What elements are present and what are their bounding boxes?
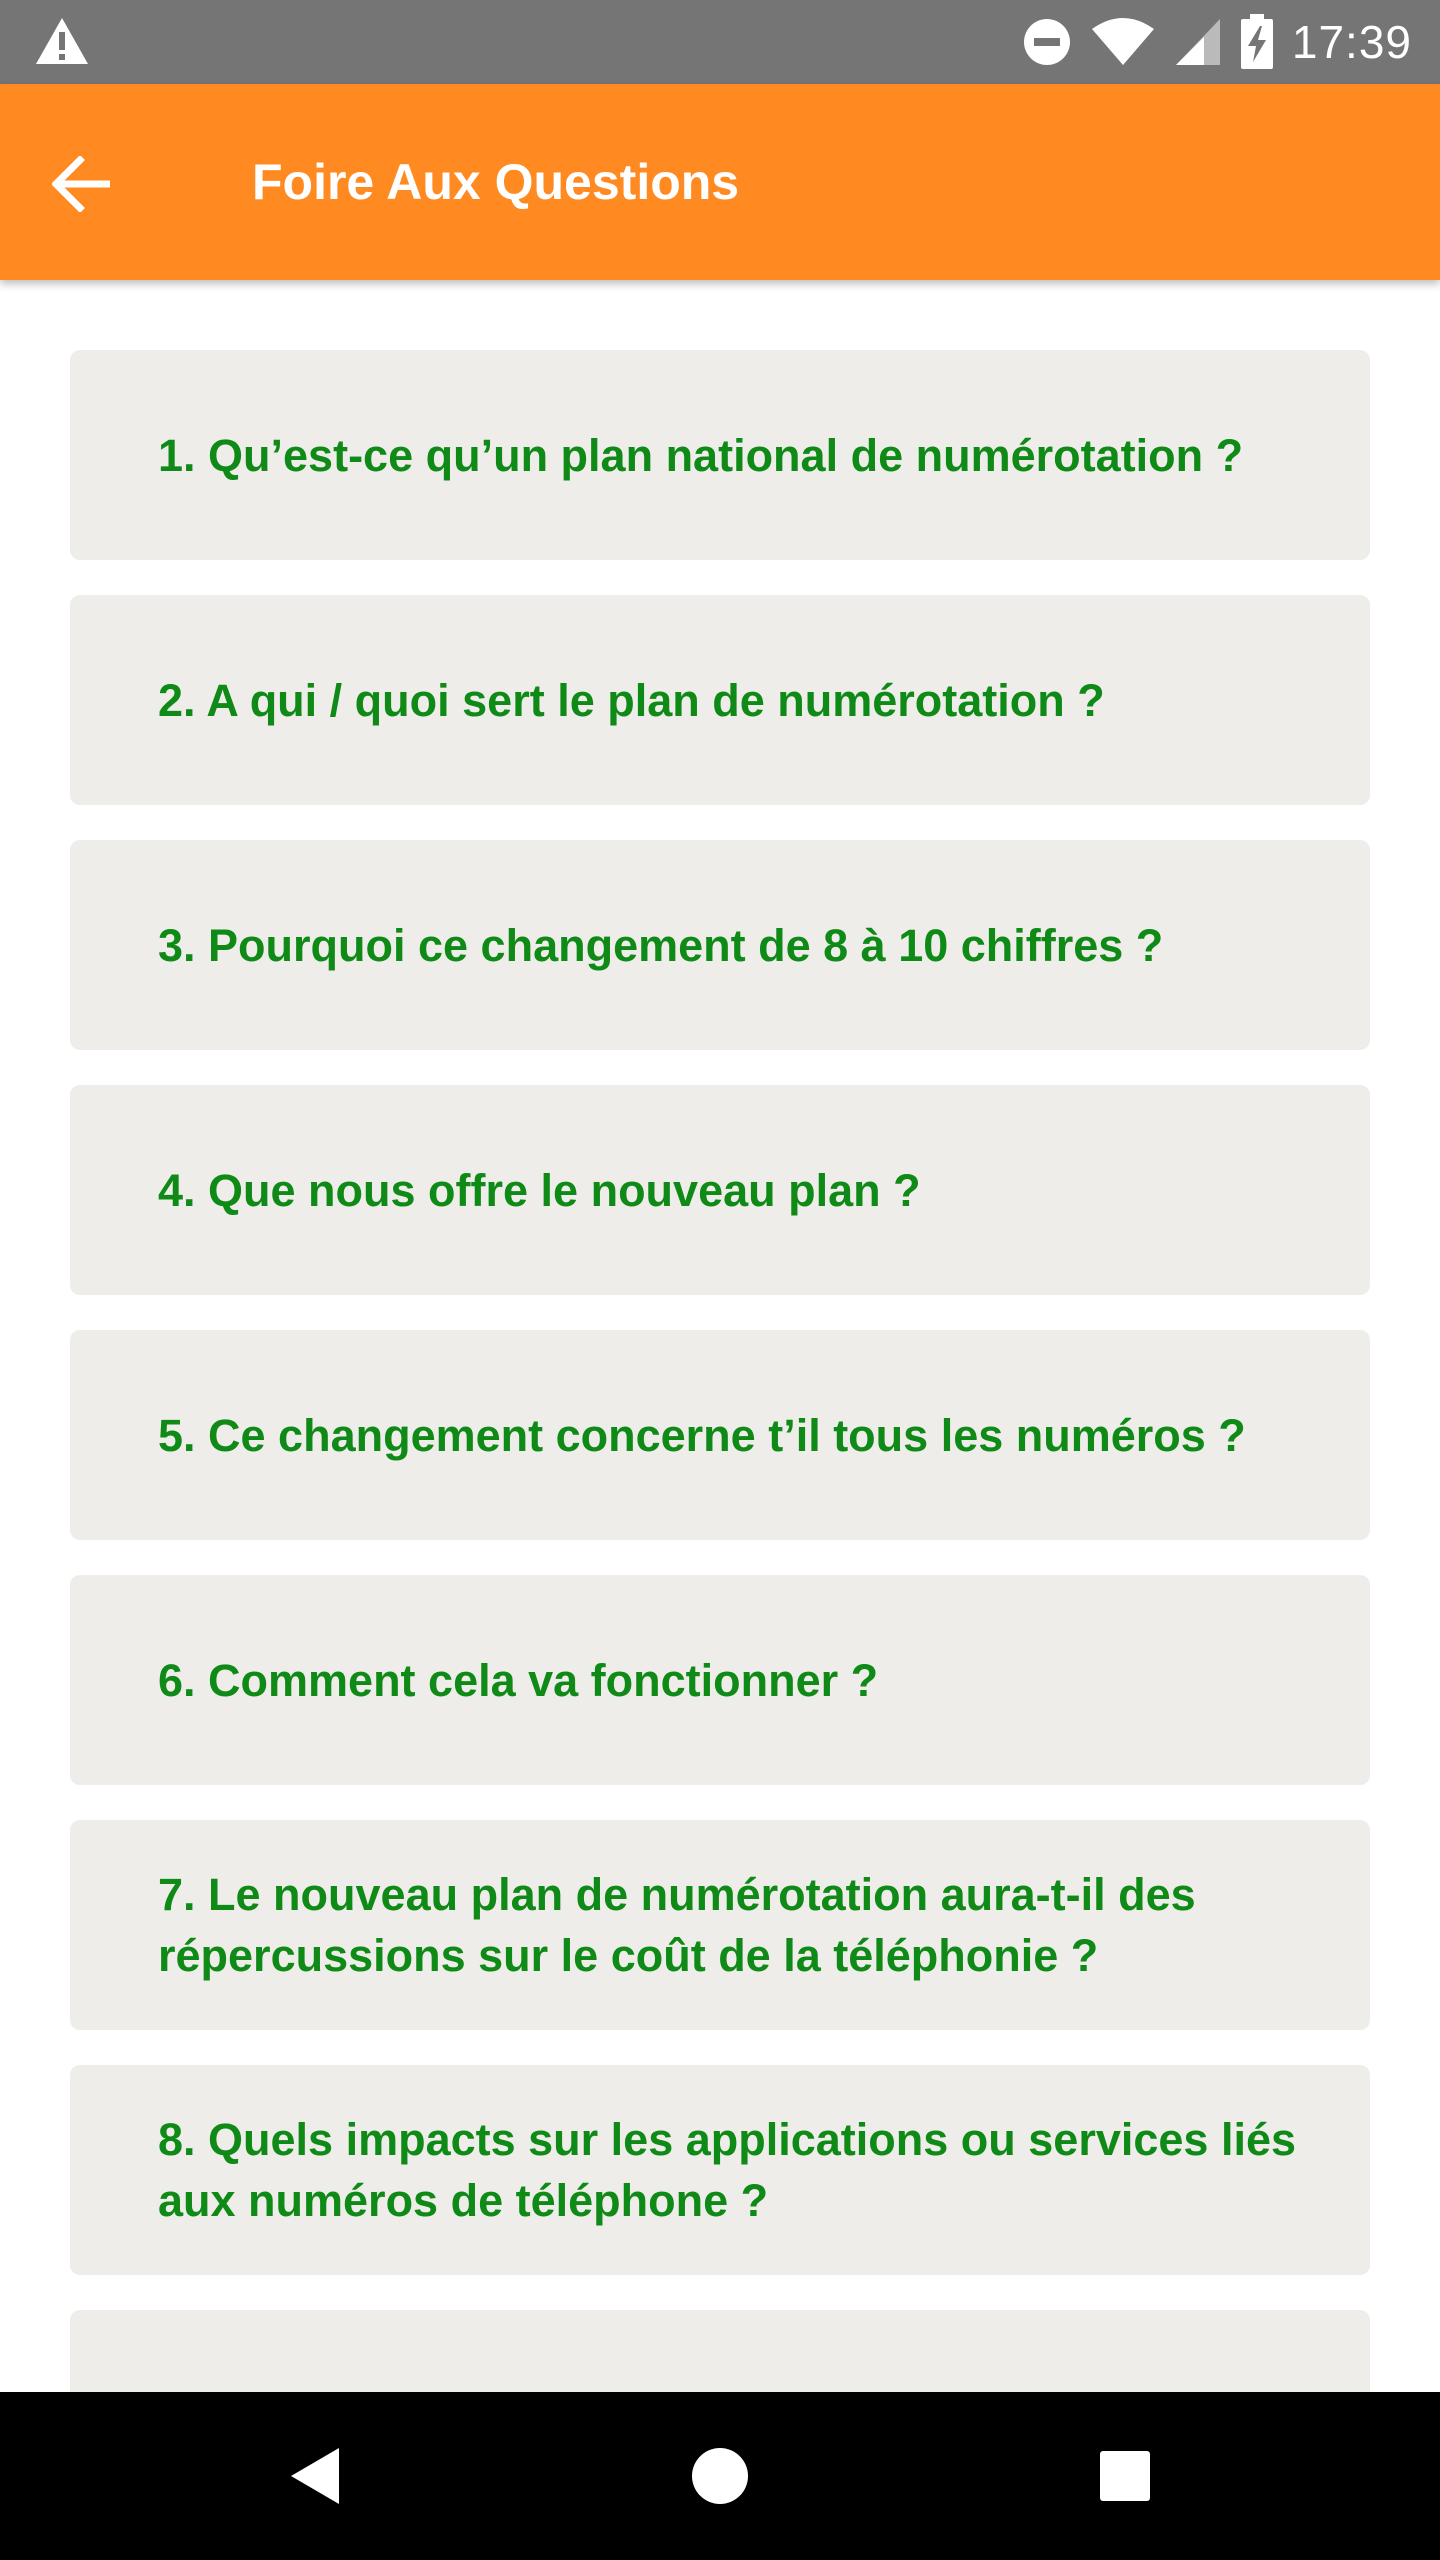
faq-question-8: 8. Quels impacts sur les applications ou services liés aux numéros de téléphone ? xyxy=(158,2114,1297,2226)
faq-item-2[interactable] xyxy=(70,595,1370,805)
back-button[interactable] xyxy=(40,142,124,226)
faq-item-8[interactable] xyxy=(70,2065,1370,2275)
faq-question-7: 7. Le nouveau plan de numérotation aura-t-il des répercussions sur le coût de la téléphonie ? xyxy=(158,1869,1196,1981)
battery-charging-icon xyxy=(1240,14,1274,70)
faq-list[interactable] xyxy=(70,350,1370,2392)
arrow-back-icon xyxy=(52,156,112,212)
page-title: Foire Aux Questions xyxy=(252,154,740,210)
faq-question-3: 3. Pourquoi ce changement de 8 à 10 chiffres ? xyxy=(158,919,1164,971)
faq-item-7[interactable] xyxy=(70,1820,1370,2030)
nav-home-button[interactable] xyxy=(670,2426,770,2526)
nav-back-button[interactable] xyxy=(265,2426,365,2526)
faq-question-4: 4. Que nous offre le nouveau plan ? xyxy=(158,1164,921,1216)
faq-item-1[interactable] xyxy=(70,350,1370,560)
nav-home-icon xyxy=(690,2446,750,2506)
faq-item-6[interactable] xyxy=(70,1575,1370,1785)
faq-question-6: 6. Comment cela va fonctionner ? xyxy=(158,1654,879,1706)
app-bar xyxy=(0,84,1440,280)
status-icons xyxy=(1022,0,1412,84)
warning-icon xyxy=(34,16,90,66)
navigation-bar xyxy=(0,2392,1440,2560)
do-not-disturb-icon xyxy=(1022,17,1072,67)
faq-item-5[interactable] xyxy=(70,1330,1370,1540)
faq-question-5: 5. Ce changement concerne t’il tous les numéros ? xyxy=(158,1409,1246,1461)
faq-item-9[interactable] xyxy=(70,2310,1370,2392)
signal-icon xyxy=(1174,17,1222,67)
status-bar xyxy=(0,0,1440,84)
nav-back-icon xyxy=(285,2444,345,2508)
faq-question-1: 1. Qu’est-ce qu’un plan national de numérotation ? xyxy=(158,429,1244,481)
faq-item-3[interactable] xyxy=(70,840,1370,1050)
nav-recents-icon xyxy=(1098,2449,1152,2503)
faq-item-4[interactable] xyxy=(70,1085,1370,1295)
status-time: 17:39 xyxy=(1291,16,1412,68)
faq-question-2: 2. A qui / quoi sert le plan de numérotation ? xyxy=(158,674,1105,726)
nav-recents-button[interactable] xyxy=(1075,2426,1175,2526)
wifi-icon xyxy=(1090,17,1156,67)
